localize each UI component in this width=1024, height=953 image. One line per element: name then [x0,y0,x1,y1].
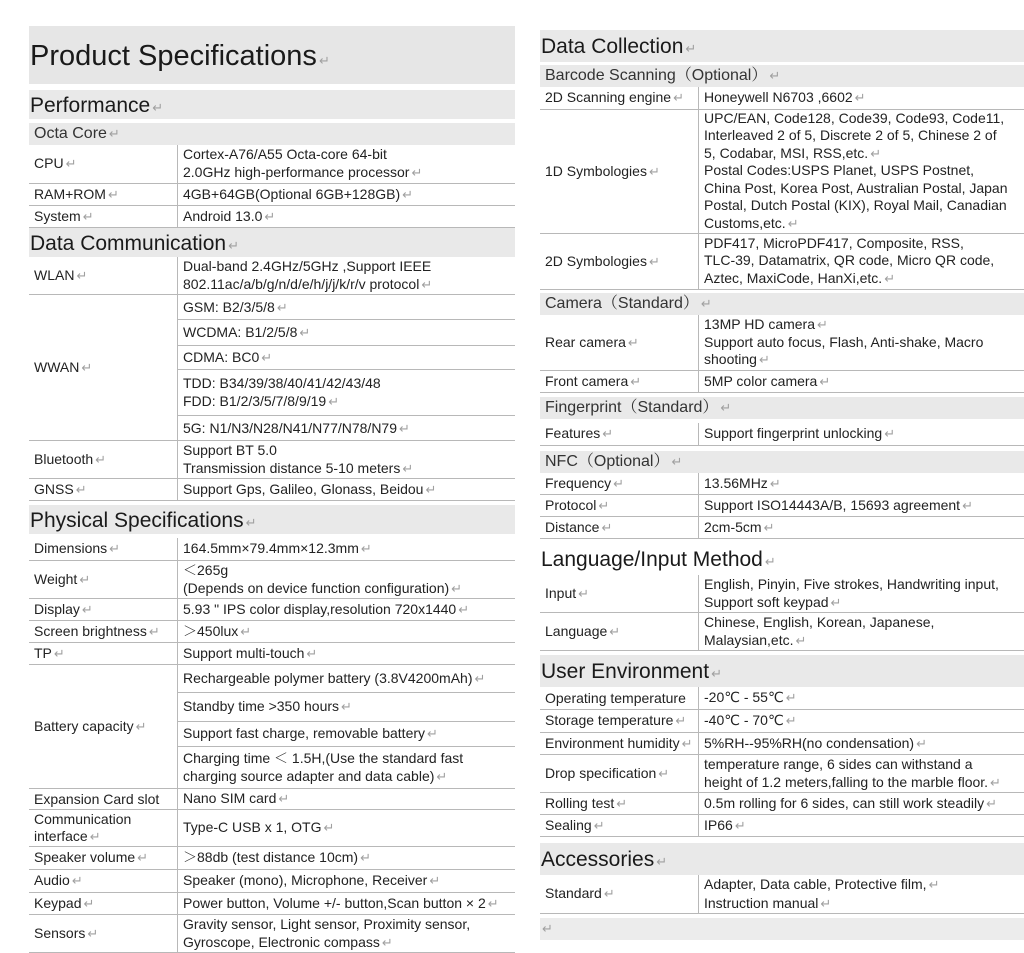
spec-key: Keypad ↵ [29,892,178,914]
spec-value: Support fast charge, removable battery ↵ [178,721,516,746]
table-row [540,814,1024,836]
table-row [540,495,1024,517]
spec-key: 2D Symbologies ↵ [540,233,699,289]
table-row [29,892,515,914]
language-table [540,575,1024,651]
spec-key: Audio ↵ [29,869,178,892]
section-data-collection: Data Collection ↵ [540,30,1024,62]
subheading-nfc: NFC（Optional） ↵ [540,451,1024,473]
spec-value: 4GB+64GB(Optional 6GB+128GB) ↵ [178,183,516,205]
table-row [540,875,1024,914]
spec-value: CDMA: BC0 ↵ [178,346,516,370]
table-row [29,479,515,501]
fingerprint-table [540,423,1024,446]
spec-value: Adapter, Data cable, Protective film, ↵ Instruction manual ↵ [699,875,1024,914]
table-row [540,792,1024,814]
table-row [29,560,515,598]
spec-value: IP66 ↵ [699,814,1024,836]
user-environment-table [540,687,1024,837]
table-row [540,315,1024,371]
spec-key: Weight ↵ [29,560,178,598]
spec-key: Screen brightness ↵ [29,620,178,642]
spec-key: Operating temperature [540,687,699,709]
spec-key: Environment humidity ↵ [540,732,699,754]
spec-value: ＜265g (Depends on device function configuration) ↵ [178,560,516,598]
spec-key: Distance ↵ [540,517,699,539]
performance-table [29,145,515,228]
table-row [540,109,1024,233]
spec-key: Protocol ↵ [540,495,699,517]
table-row [29,809,515,846]
subheading-fingerprint: Fingerprint（Standard） ↵ [540,397,1024,419]
spec-value: Support Gps, Galileo, Glonass, Beidou ↵ [178,479,516,501]
table-row [29,538,515,560]
section-user-environment: User Environment ↵ [540,655,1024,687]
spec-value: 164.5mm×79.4mm×12.3mm ↵ [178,538,516,560]
spec-value: Support BT 5.0 Transmission distance 5-10 meters ↵ [178,441,516,479]
table-row [540,732,1024,754]
spec-key: Storage temperature ↵ [540,709,699,732]
table-row [540,517,1024,539]
spec-value: GSM: B2/3/5/8 ↵ [178,295,516,320]
spec-value: Support ISO14443A/B, 15693 agreement ↵ [699,495,1024,517]
spec-value: -40℃ - 70℃ ↵ [699,709,1024,732]
spec-value: Cortex-A76/A55 Octa-core 64-bit 2.0GHz high-performance processor ↵ [178,145,516,183]
subheading-camera: Camera（Standard） ↵ [540,293,1024,315]
spec-value: Android 13.0 ↵ [178,205,516,227]
spec-key: CPU ↵ [29,145,178,183]
spec-key: Rolling test ↵ [540,792,699,814]
table-row [540,371,1024,393]
spec-key: Speaker volume ↵ [29,846,178,869]
table-row [29,664,515,692]
table-row [540,575,1024,613]
spec-value: Rechargeable polymer battery (3.8V4200mAh) ↵ [178,664,516,692]
spec-value: Nano SIM card ↵ [178,788,516,809]
table-row [540,423,1024,445]
spec-value: Speaker (mono), Microphone, Receiver ↵ [178,869,516,892]
spec-value: 0.5m rolling for 6 sides, can still work steadily ↵ [699,792,1024,814]
table-row [29,620,515,642]
spec-value: English, Pinyin, Five strokes, Handwriting input, Support soft keypad ↵ [699,575,1024,613]
spec-value: Honeywell N6703 ,6602 ↵ [699,87,1024,109]
spec-key: Standard ↵ [540,875,699,914]
spec-key: Expansion Card slot [29,788,178,809]
section-accessories: Accessories ↵ [540,843,1024,875]
spec-value: 5G: N1/N3/N28/N41/N77/N78/N79 ↵ [178,416,516,441]
table-row [29,295,515,320]
accessories-table [540,875,1024,914]
spec-value: Type-C USB x 1, OTG ↵ [178,809,516,846]
table-row [29,257,515,295]
spec-value: Support fingerprint unlocking ↵ [699,423,1024,445]
subheading-barcode-scanning: Barcode Scanning（Optional） ↵ [540,65,1024,87]
spec-value: ＞88db (test distance 10cm) ↵ [178,846,516,869]
spec-value: Support multi-touch ↵ [178,642,516,664]
table-row [29,205,515,227]
table-row [540,87,1024,109]
spec-value: 13MP HD camera ↵ Support auto focus, Flash, Anti-shake, Macro shooting ↵ [699,315,1024,371]
table-row [29,598,515,620]
spec-key: Features ↵ [540,423,699,445]
table-row [540,233,1024,289]
spec-value: -20℃ - 55℃ ↵ [699,687,1024,709]
spec-value: 2cm-5cm ↵ [699,517,1024,539]
table-row [29,846,515,869]
table-row [29,869,515,892]
spec-key: Input ↵ [540,575,699,613]
table-row [540,754,1024,792]
spec-key: Bluetooth ↵ [29,441,178,479]
spec-key: RAM+ROM ↵ [29,183,178,205]
table-row [540,473,1024,495]
section-data-communication: Data Communication ↵ [29,228,515,257]
spec-key: Display ↵ [29,598,178,620]
spec-key: 2D Scanning engine ↵ [540,87,699,109]
table-row [29,183,515,205]
spec-key: GNSS ↵ [29,479,178,501]
camera-table [540,315,1024,394]
spec-key: Drop specification ↵ [540,754,699,792]
right-column [540,26,1024,940]
section-performance: Performance ↵ [29,90,515,119]
table-row [540,687,1024,709]
spec-key: Rear camera ↵ [540,315,699,371]
spec-value: temperature range, 6 sides can withstand a height of 1.2 meters,falling to the marble floor. ↵ [699,754,1024,792]
spec-value: 13.56MHz ↵ [699,473,1024,495]
table-row [29,788,515,809]
spec-value: ＞450lux ↵ [178,620,516,642]
spec-key: Dimensions ↵ [29,538,178,560]
spec-value: 5MP color camera ↵ [699,371,1024,393]
spec-value: PDF417, MicroPDF417, Composite, RSS, TLC-39, Datamatrix, QR code, Micro QR code, Aztec, MaxiCode, HanXi,etc. ↵ [699,233,1024,289]
spec-key: Language ↵ [540,613,699,651]
paragraph-mark: ↵ [540,918,1024,940]
table-row [540,613,1024,651]
spec-key: Sealing ↵ [540,814,699,836]
spec-key: Sensors ↵ [29,914,178,952]
table-row [540,709,1024,732]
spec-value: WCDMA: B1/2/5/8 ↵ [178,320,516,346]
table-row [29,441,515,479]
spec-key: TP ↵ [29,642,178,664]
spec-key: Communication interface ↵ [29,809,178,846]
spec-value: Standby time >350 hours ↵ [178,692,516,721]
spec-value: Power button, Volume +/- button,Scan button × 2 ↵ [178,892,516,914]
section-physical-specifications: Physical Specifications ↵ [29,505,515,534]
spec-key: 1D Symbologies ↵ [540,109,699,233]
table-row [29,145,515,183]
spec-value: Gravity sensor, Light sensor, Proximity sensor, Gyroscope, Electronic compass ↵ [178,914,516,952]
spec-value: 5%RH--95%RH(no condensation) ↵ [699,732,1024,754]
spec-key: WWAN ↵ [29,295,178,441]
table-row [29,914,515,952]
spec-value: 5.93 " IPS color display,resolution 720x1440 ↵ [178,598,516,620]
spec-key: Battery capacity ↵ [29,664,178,788]
table-row [29,642,515,664]
nfc-table [540,473,1024,540]
spec-value: Dual-band 2.4GHz/5GHz ,Support IEEE 802.11ac/a/b/g/n/d/e/h/j/j/k/r/v protocol ↵ [178,257,516,295]
document-title: Product Specifications ↵ [29,26,515,84]
spec-value: TDD: B34/39/38/40/41/42/43/48 FDD: B1/2/3/5/7/8/9/19 ↵ [178,370,516,416]
spec-key: Frequency ↵ [540,473,699,495]
spec-value: Charging time ＜ 1.5H,(Use the standard fast charging source adapter and data cable) ↵ [178,746,516,788]
left-column [29,26,515,953]
physical-table [29,538,515,953]
spec-key: System ↵ [29,205,178,227]
spec-value: UPC/EAN, Code128, Code39, Code93, Code11, Interleaved 2 of 5, Discrete 2 of 5, Chinese 2 of 5, Codabar, MSI, RSS,etc. ↵ Postal Codes:USPS Planet, USPS Postnet, China Post, Korea Post, Australian Postal, Japan Postal, Dutch Postal (KIX), Royal Mail, Canadian Customs,etc. ↵ [699,109,1024,233]
spec-key: WLAN ↵ [29,257,178,295]
data-collection-table [540,87,1024,290]
spec-key: Front camera ↵ [540,371,699,393]
spec-value: Chinese, English, Korean, Japanese, Malaysian,etc. ↵ [699,613,1024,651]
section-language-input: Language/Input Method ↵ [541,548,776,571]
data-communication-table [29,257,515,502]
subheading-octa-core: Octa Core ↵ [29,123,515,145]
